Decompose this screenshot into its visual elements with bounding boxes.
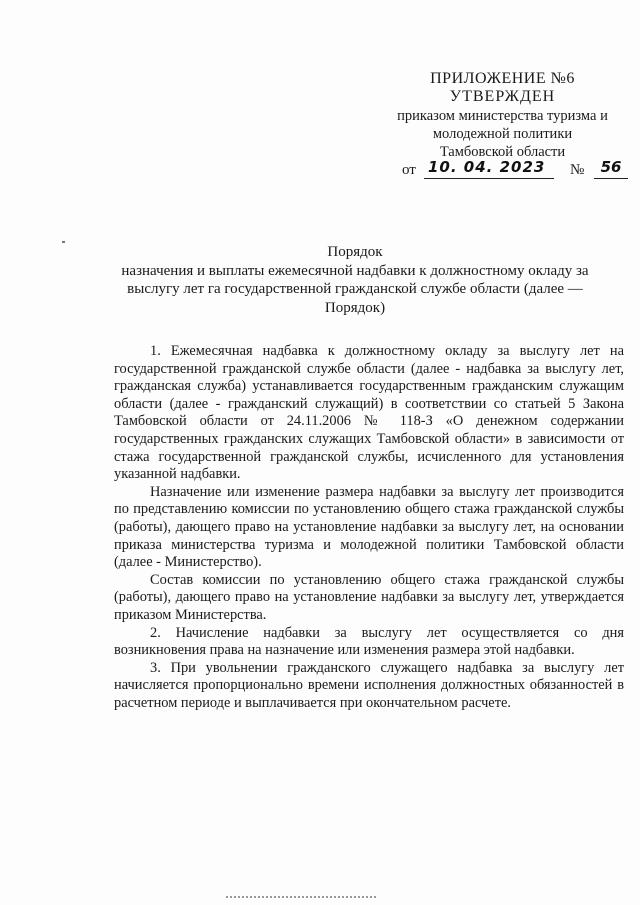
order-line-2: молодежной политики (432, 126, 573, 142)
document-body (114, 343, 624, 712)
title-line-1: Порядок (327, 244, 383, 260)
order-date: 10. 04. 2023 (424, 158, 554, 179)
paragraph-5: 3. При увольнении гражданского служащего надбавка за выслугу лет начисляется пропорционально времени исполнения должностных обязанностей в расчетном периоде и выплачивается при окончательном расчете. (114, 659, 624, 711)
paragraph-3: Состав комиссии по установлению общего стажа гражданской службы (работы), дающего право на установление надбавки за выслугу лет, утверждается приказом Министерства. (114, 571, 624, 623)
title-line-3: выслугу лет га государственной гражданской службе области (далее — (127, 281, 583, 297)
number-label: № (570, 162, 585, 178)
order-line-1: приказом министерства туризма и (397, 108, 608, 124)
order-number: 56 (594, 158, 628, 179)
title-line-2: назначения и выплаты ежемесячной надбавки к должностному окладу за (121, 262, 589, 279)
document-title (105, 243, 605, 317)
approved-label: УТВЕРЖДЕН (449, 88, 556, 105)
paragraph-1: 1. Ежемесячная надбавка к должностному окладу за выслугу лет на государственной гражданской службе области (далее - надбавка за выслугу лет, гражданская служба) устанавливается государственным гражданским служащим области (далее - гражданский служащий) в соответствии со статьей 5 Закона Тамбовской области от 24.11.2006 № 118-З «О денежном содержании государственных гражданских служащих Тамбовской области» в зависимости от стажа государственной гражданской службы, исчисленного для установления указанной надбавки. (114, 343, 624, 483)
scan-footer-mark (226, 896, 376, 902)
paragraph-4: 2. Начисление надбавки за выслугу лет осуществляется со дня возникновения права на назначение или изменения размера этой надбавки. (114, 624, 624, 659)
title-line-4: Порядок) (324, 299, 386, 316)
scan-mark (62, 241, 65, 243)
appendix-title: ПРИЛОЖЕНИЕ №6 (430, 70, 575, 87)
order-line-3: Тамбовской области (439, 144, 566, 160)
from-label: от (402, 162, 416, 178)
approval-header (380, 70, 625, 161)
paragraph-2: Назначение или изменение размера надбавки за выслугу лет производится по представлению комиссии по установлению общего стажа гражданской службы (работы), дающего право на установление надбавки за выслугу лет, на основании приказа министерства туризма и молодежной политики Тамбовской области (далее - Министерство). (114, 483, 624, 571)
order-date-row (402, 158, 632, 184)
